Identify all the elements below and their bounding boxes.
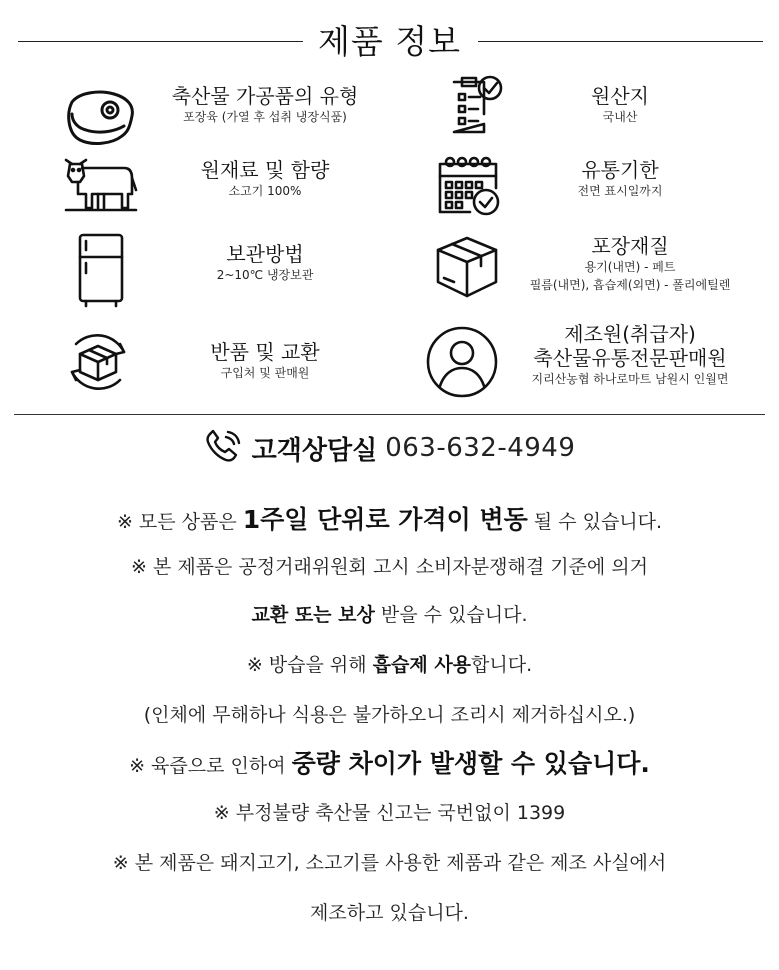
notice-report: ※ 부정불량 축산물 신고는 국번없이 1399 xyxy=(213,802,566,824)
notice-facility-cont: 제조하고 있습니다. xyxy=(310,902,469,924)
meat-icon xyxy=(62,88,138,150)
notice-exchange xyxy=(0,600,779,627)
notice-4-emphasis: 흡습제 사용 xyxy=(372,654,472,676)
notice-4-prefix: ※ 방습을 위해 xyxy=(246,654,373,676)
notice-desiccant-warning: (인체에 무해하나 식용은 불가하오니 조리시 제거하십시오.) xyxy=(143,704,636,726)
notice-6-prefix: ※ 육즙으로 인하여 xyxy=(129,755,292,777)
customer-service-label: 고객상담실 xyxy=(251,435,378,466)
return-exchange-icon xyxy=(62,326,134,398)
packaging-value-1: 용기(내면) - 페트 xyxy=(584,260,676,274)
notice-4-suffix: 합니다. xyxy=(471,654,533,676)
cow-icon xyxy=(62,154,138,216)
notice-6-emphasis: 중량 차이가 발생할 수 있습니다. xyxy=(291,749,650,778)
notice-1-prefix: ※ 모든 상품은 xyxy=(116,511,243,533)
calendar-icon xyxy=(434,154,506,218)
maker-label-2: 축산물유통전문판매원 xyxy=(533,346,727,370)
refrigerator-icon xyxy=(76,232,126,308)
notice-1-emphasis: 1주일 단위로 가격이 변동 xyxy=(242,505,528,534)
package-box-icon xyxy=(432,234,502,300)
expiry-block xyxy=(520,158,720,200)
customer-service-number[interactable]: 063-632-4949 xyxy=(385,433,576,463)
maker-label-1: 제조원(취급자) xyxy=(564,322,696,346)
title-row xyxy=(0,0,779,82)
notice-price-change xyxy=(0,500,779,536)
packaging-block xyxy=(505,234,755,294)
return-block xyxy=(150,340,380,382)
ingredient-value: 소고기 100% xyxy=(228,184,302,198)
origin-label: 원산지 xyxy=(591,84,649,108)
storage-block xyxy=(150,242,380,284)
ingredient-block xyxy=(150,158,380,200)
section-divider xyxy=(14,414,765,415)
person-icon xyxy=(424,324,500,400)
product-info-grid xyxy=(0,78,779,408)
storage-label: 보관방법 xyxy=(226,242,304,266)
origin-value: 국내산 xyxy=(602,110,638,124)
packaging-label: 포장재질 xyxy=(591,234,669,258)
notice-weight xyxy=(0,744,779,780)
customer-service-row xyxy=(0,428,779,472)
phone-icon xyxy=(204,428,244,468)
packaging-value-2: 필름(내면), 흡습제(외면) - 폴리에틸렌 xyxy=(529,278,731,292)
origin-block xyxy=(520,84,720,126)
notice-facility: ※ 본 제품은 돼지고기, 소고기를 사용한 제품과 같은 제조 사실에서 xyxy=(112,852,667,874)
clipboard-checklist-icon xyxy=(444,74,506,138)
maker-value: 지리산농협 하나로마트 남원시 인월면 xyxy=(531,372,729,386)
maker-block xyxy=(515,322,745,388)
type-value: 포장육 (가열 후 섭취 냉장식품) xyxy=(183,110,347,124)
storage-value: 2~10℃ 냉장보관 xyxy=(216,268,314,282)
expiry-label: 유통기한 xyxy=(581,158,659,182)
page-title: 제품 정보 xyxy=(317,22,461,61)
ingredient-label: 원재료 및 함량 xyxy=(200,158,330,182)
return-value: 구입처 및 판매원 xyxy=(220,366,310,380)
notice-1-suffix: 될 수 있습니다. xyxy=(527,511,663,533)
expiry-value: 전면 표시일까지 xyxy=(577,184,663,198)
title-line-right xyxy=(478,41,763,42)
notice-3-suffix: 받을 수 있습니다. xyxy=(374,604,528,626)
notice-desiccant xyxy=(0,650,779,677)
return-label: 반품 및 교환 xyxy=(210,340,320,364)
notice-dispute: ※ 본 제품은 공정거래위원회 고시 소비자분쟁해결 기준에 의거 xyxy=(130,556,649,578)
notice-3-emphasis: 교환 또는 보상 xyxy=(251,604,375,626)
type-block xyxy=(150,84,380,126)
type-label: 축산물 가공품의 유형 xyxy=(171,84,359,108)
